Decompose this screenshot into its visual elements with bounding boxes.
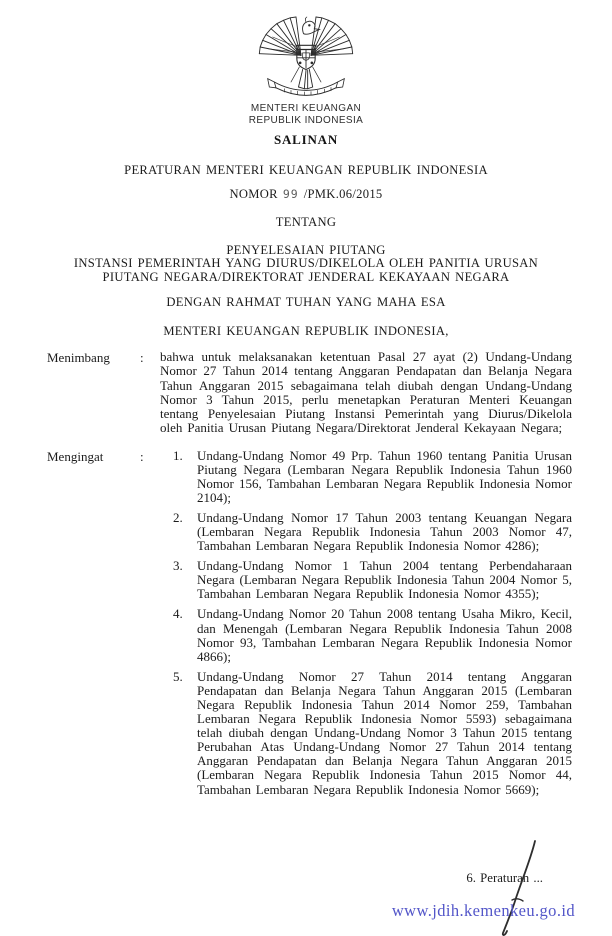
mengingat-label: Mengingat [47,448,104,464]
invocation-line: DENGAN RAHMAT TUHAN YANG MAHA ESA [166,295,446,310]
list-item-number: 3. [173,558,183,574]
tentang-label: TENTANG [275,215,337,229]
menimbang-label: Menimbang [47,350,110,365]
nomor-suffix: /PMK.06/2015 [303,187,383,201]
list-item-number: 5. [173,668,183,684]
regulation-number-line [36,187,576,202]
list-item-text: Undang-Undang Nomor 49 Prp. Tahun 1960 tentang Panitia Urusan Piutang Negara (Lembaran Negara Republik Indonesia Tahun 1960 Nomor 156, Tambahan Lembaran Negara Republik Indonesia Nomor 2104); [197,447,572,505]
subject-line2: INSTANSI PEMERINTAH YANG DIURUS/DIKELOLA OLEH PANITIA URUSAN [73,256,539,271]
list-item [173,559,572,601]
regulation-title: PERATURAN MENTERI KEUANGAN REPUBLIK INDONESIA [124,163,488,177]
regulation-subject [36,244,576,284]
menimbang-text: bahwa untuk melaksanakan ketentuan Pasal 27 ayat (2) Undang-Undang Nomor 27 Tahun 2014 tentang Anggaran Pendapatan dan Belanja Negara Tahun Anggaran 2015 sebagaimana telah diubah dengan Undang-Undang Nomor 3 Tahun 2015, perlu menetapkan Peraturan Menteri Keuangan tentang Penyelesaian Piutang Instansi Pemerintah yang Diurus/Dikelola oleh Panitia Urusan Piutang Negara/Direktorat Jenderal Kekayaan Negara; [160,349,572,436]
nomor-prefix: NOMOR [229,187,278,201]
subject-line3: PIUTANG NEGARA/DIREKTORAT JENDERAL KEKAYAAN NEGARA [102,269,510,284]
jdih-website-link[interactable]: www.jdih.kemenkeu.go.id [391,901,575,920]
garuda-pancasila-icon [256,15,356,99]
page-catchword: 6. Peraturan ... [466,871,543,885]
letterhead [0,15,612,148]
mengingat-list [160,449,572,803]
regulation-body [47,350,572,803]
list-item-text: Undang-Undang Nomor 17 Tahun 2003 tentang Keuangan Negara (Lembaran Negara Republik Indonesia Tahun 2003 Nomor 47, Tambahan Lembaran Negara Republik Indonesia Nomor 4286); [197,509,572,554]
list-item-text: Undang-Undang Nomor 1 Tahun 2004 tentang Perbendaharaan Negara (Lembaran Negara Republik Indonesia Tahun 2004 Nomor 5, Tambahan Lembaran Negara Republik Indonesia Nomor 4355); [197,558,572,602]
list-item [173,607,572,663]
ministry-line2: REPUBLIK INDONESIA [248,114,364,126]
ministry-name [0,103,612,126]
mengingat-colon: : [140,448,144,464]
list-item [173,449,572,505]
list-item-text: Undang-Undang Nomor 20 Tahun 2008 tentang Usaha Mikro, Kecil, dan Menengah (Lembaran Negara Republik Indonesia Tahun 2008 Nomor 93, Tambahan Lembaran Negara Republik Indonesia Nomor 4866); [197,606,572,664]
list-item [173,511,572,553]
copy-label: SALINAN [273,132,339,147]
list-item-number: 2. [173,509,183,525]
nomor-stamped-number: 99 [282,187,299,201]
list-item-text: Undang-Undang Nomor 27 Tahun 2014 tentang Anggaran Pendapatan dan Belanja Negara Tahun Anggaran 2015 (Lembaran Negara Republik Indonesia Tahun 2014 Nomor 259, Tambahan Lembaran Negara Republik Indonesia Nomor 5593) sebagaimana telah diubah dengan Undang-Undang Nomor 3 Tahun 2015 tentang Perubahan Atas Undang-Undang Nomor 27 Tahun 2014 tentang Anggaran Pendapatan dan Belanja Negara Tahun Anggaran 2015 (Lembaran Negara Republik Indonesia Tahun 2015 Nomor 44, Tambahan Lembaran Negara Republik Indonesia Nomor 5669); [197,668,572,797]
menimbang-section [47,350,572,436]
mengingat-section [47,449,572,803]
menimbang-colon: : [140,350,144,365]
list-item-number: 1. [173,447,183,463]
subject-line1: PENYELESAIAN PIUTANG [226,243,386,257]
list-item-number: 4. [173,606,183,622]
list-item [173,670,572,797]
ministry-line1: MENTERI KEUANGAN [250,103,362,114]
authority-line: MENTERI KEUANGAN REPUBLIK INDONESIA, [163,324,449,339]
regulation-title-block [36,163,576,339]
handwritten-paraf-stroke-icon [492,838,552,936]
